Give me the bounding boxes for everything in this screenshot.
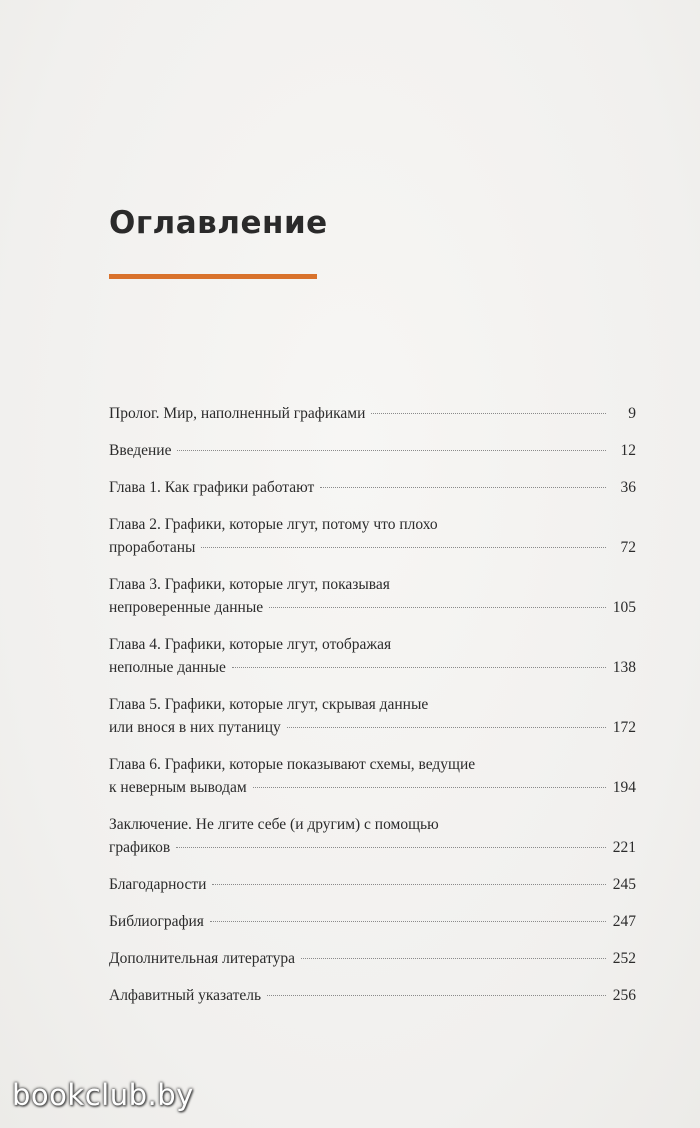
toc-page-number: 12: [620, 442, 636, 459]
toc-entry-title: Благодарности: [109, 876, 207, 893]
toc-entry-title: или внося в них путаницу: [109, 719, 281, 736]
toc-page-number: 256: [612, 987, 636, 1004]
toc-page-number: 172: [612, 719, 636, 736]
dot-leader: [177, 450, 606, 451]
toc-entry-title: Алфавитный указатель: [109, 987, 262, 1004]
dot-leader: [253, 787, 606, 788]
toc-entry-row: [109, 947, 636, 970]
toc-entry-title: проработаны: [109, 539, 196, 556]
toc-entry: [109, 573, 636, 619]
toc-page-number: 36: [620, 479, 636, 496]
toc-entry-title: Библиография: [109, 913, 204, 930]
dot-leader: [176, 847, 606, 848]
toc-entry-title: Дополнительная литература: [109, 950, 295, 967]
toc-entry-row: [109, 476, 636, 499]
toc-entry-title: графиков: [109, 839, 171, 856]
toc-entry-row: [109, 596, 636, 619]
toc-entry: [109, 476, 636, 499]
dot-leader: [267, 995, 606, 996]
toc-entry-title: Введение: [109, 442, 172, 459]
toc-entry-title-line: Глава 6. Графики, которые показывают схемы, ведущие: [109, 756, 476, 773]
toc-page-number: 247: [612, 913, 636, 930]
toc-entry: [109, 513, 636, 559]
dot-leader: [269, 607, 606, 608]
dot-leader: [232, 667, 606, 668]
toc-page-number: 138: [612, 659, 636, 676]
dot-leader: [371, 413, 606, 414]
toc-entry-title: к неверным выводам: [109, 779, 247, 796]
dot-leader: [212, 884, 606, 885]
toc-page-number: 252: [612, 950, 636, 967]
toc-entry: [109, 402, 636, 425]
page-title: Оглавление: [109, 205, 328, 241]
toc-entry: [109, 984, 636, 1007]
toc-entry-row: [109, 439, 636, 462]
toc-page-number: 72: [620, 539, 636, 556]
toc-entry-title: Глава 1. Как графики работают: [109, 479, 315, 496]
toc-entry-title-line: Глава 4. Графики, которые лгут, отображая: [109, 636, 392, 653]
watermark-logo: bookclub.by: [12, 1078, 194, 1112]
toc-entry: [109, 633, 636, 679]
toc-entry-title: непроверенные данные: [109, 599, 264, 616]
toc-page-number: 245: [612, 876, 636, 893]
dot-leader: [320, 487, 606, 488]
toc-entry: [109, 693, 636, 739]
dot-leader: [287, 727, 606, 728]
toc-entry-row: [109, 910, 636, 933]
toc-entry-title-line: Глава 5. Графики, которые лгут, скрывая данные: [109, 696, 429, 713]
toc-entry-row: [109, 984, 636, 1007]
toc-entry: [109, 753, 636, 799]
table-of-contents: [109, 402, 636, 1021]
toc-entry: [109, 439, 636, 462]
toc-page-number: 105: [612, 599, 636, 616]
dot-leader: [301, 958, 606, 959]
title-underline: [109, 274, 317, 279]
toc-entry: [109, 947, 636, 970]
toc-entry-row: [109, 716, 636, 739]
dot-leader: [210, 921, 606, 922]
toc-entry-title: неполные данные: [109, 659, 226, 676]
toc-entry-title-line: Глава 3. Графики, которые лгут, показывая: [109, 576, 390, 593]
toc-entry-title-line: Глава 2. Графики, которые лгут, потому что плохо: [109, 516, 438, 533]
toc-entry: [109, 910, 636, 933]
dot-leader: [201, 547, 606, 548]
toc-entry: [109, 873, 636, 896]
toc-page-number: 221: [612, 839, 636, 856]
toc-page-number: 9: [628, 405, 636, 422]
toc-entry-row: [109, 776, 636, 799]
toc-entry-title: Пролог. Мир, наполненный графиками: [109, 405, 366, 422]
toc-entry-title-line: Заключение. Не лгите себе (и другим) с помощью: [109, 816, 439, 833]
toc-page-number: 194: [612, 779, 636, 796]
toc-entry-row: [109, 402, 636, 425]
toc-entry-row: [109, 836, 636, 859]
toc-entry-row: [109, 656, 636, 679]
toc-entry: [109, 813, 636, 859]
toc-entry-row: [109, 873, 636, 896]
toc-entry-row: [109, 536, 636, 559]
